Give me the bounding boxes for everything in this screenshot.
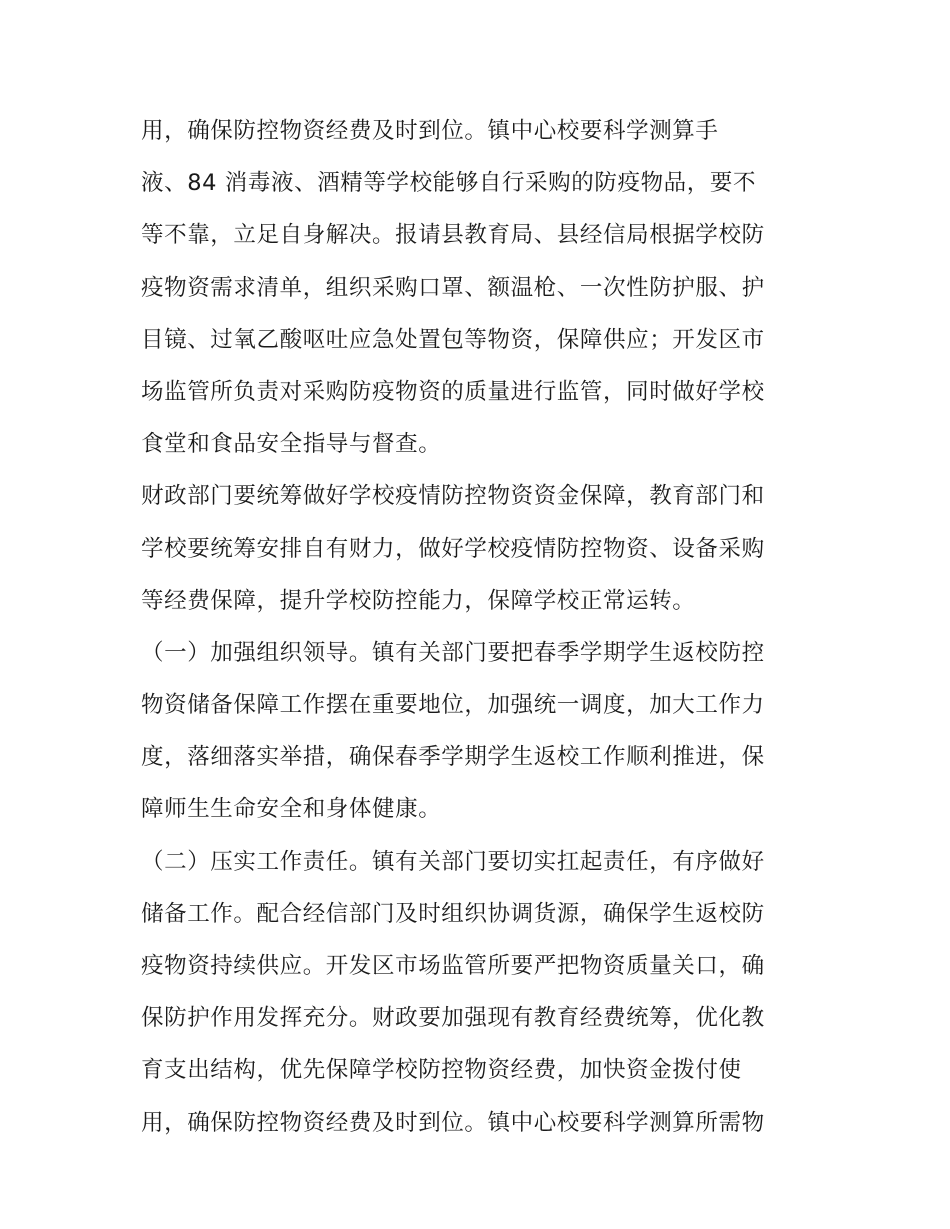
text-line: 用，确保防控物资经费及时到位。镇中心校要科学测算所需物	[141, 1109, 765, 1136]
text-line: 等经费保障，提升学校防控能力，保障学校正常运转。	[141, 587, 696, 614]
text-line: 等不靠，立足自身解决。报请县教育局、县经信局根据学校防	[141, 222, 765, 249]
text-line: 储备工作。配合经信部门及时组织协调货源，确保学生返校防	[141, 900, 765, 927]
body-text	[141, 105, 831, 1149]
text-line: 物资储备保障工作摆在重要地位，加强统一调度，加大工作力	[141, 692, 765, 719]
text-line: 目镜、过氧乙酸呕吐应急处置包等物资，保障供应；开发区市	[141, 326, 765, 353]
text-line: 液、84 消毒液、酒精等学校能够自行采购的防疫物品，要不	[141, 170, 757, 197]
text-line: 障师生生命安全和身体健康。	[141, 796, 442, 823]
text-line: 学校要统筹安排自有财力，做好学校疫情防控物资、设备采购	[141, 535, 765, 562]
text-line: 保防护作用发挥充分。财政要加强现有教育经费统筹，优化教	[141, 1005, 765, 1032]
text-line: 财政部门要统筹做好学校疫情防控物资资金保障，教育部门和	[141, 483, 765, 510]
text-line: 疫物资需求清单，组织采购口罩、额温枪、一次性防护服、护	[141, 274, 765, 301]
text-line: （一）加强组织领导。镇有关部门要把春季学期学生返校防控	[141, 639, 765, 666]
text-line: 用，确保防控物资经费及时到位。镇中心校要科学测算手	[141, 118, 719, 144]
text-line: 场监管所负责对采购防疫物资的质量进行监管，同时做好学校	[141, 378, 765, 405]
text-line: 疫物资持续供应。开发区市场监管所要严把物资质量关口，确	[141, 953, 765, 979]
text-line: 食堂和食品安全指导与督查。	[141, 431, 442, 458]
text-line: 度，落细落实举措，确保春季学期学生返校工作顺利推进，保	[141, 744, 765, 771]
text-line: 育支出结构，优先保障学校防控物资经费，加快资金拨付使	[141, 1057, 742, 1084]
text-line: （二）压实工作责任。镇有关部门要切实扛起责任，有序做好	[141, 848, 765, 875]
